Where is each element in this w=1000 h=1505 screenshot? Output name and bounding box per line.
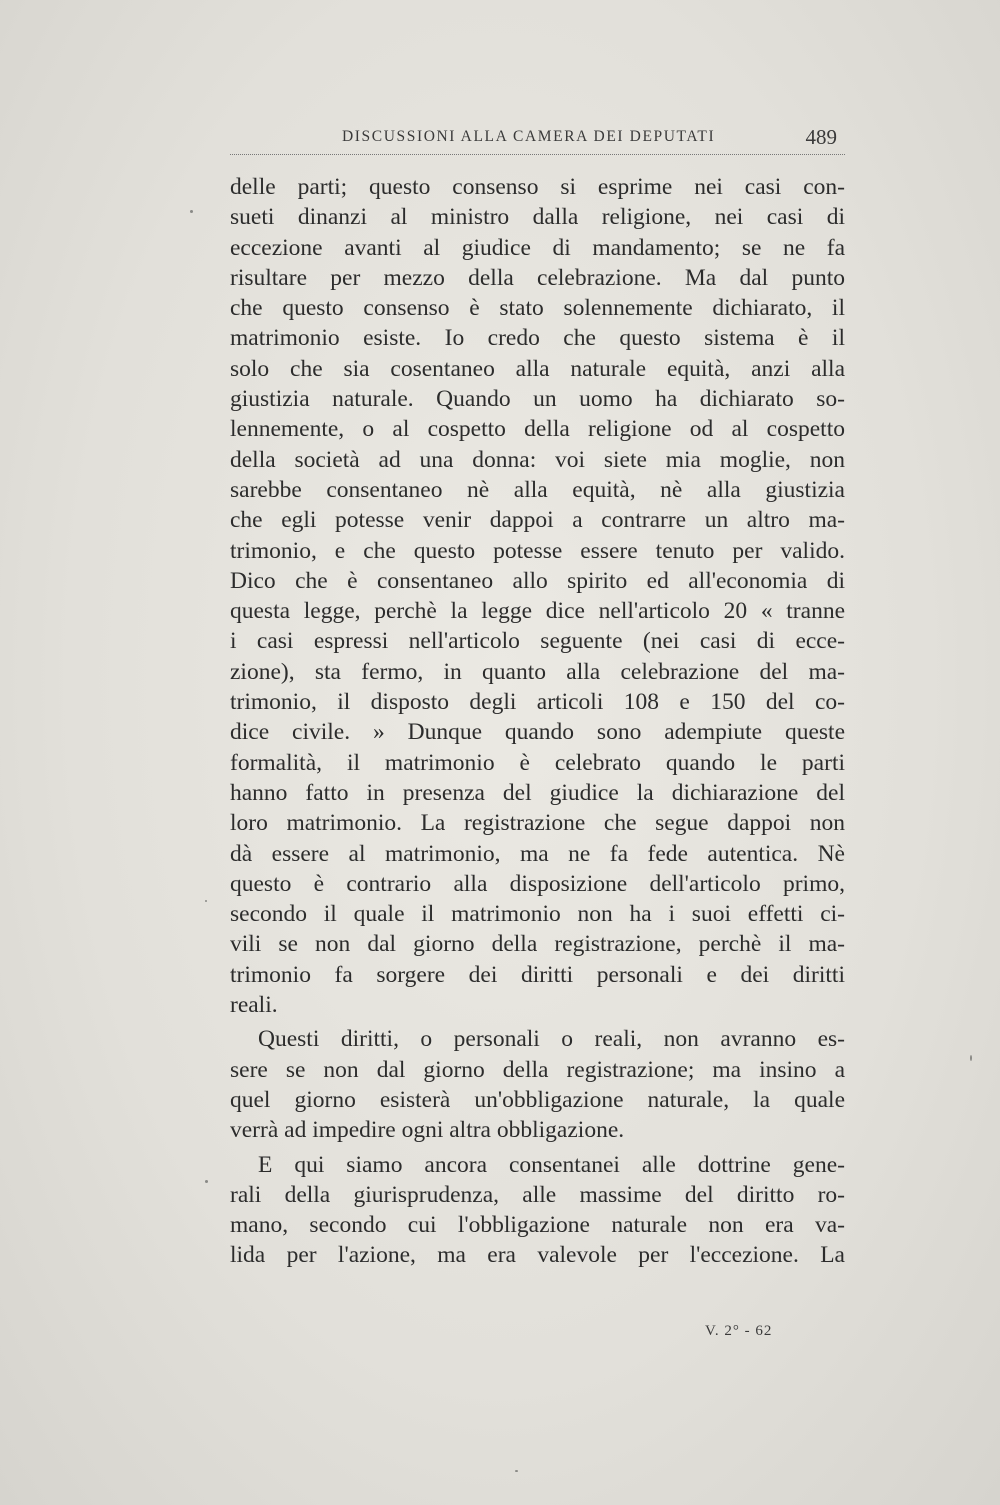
- text-line: sueti dinanzi al ministro dalla religione, nei casi di: [230, 204, 845, 231]
- text-line: trimonio, il disposto degli articoli 108 e 150 del co-: [230, 689, 845, 716]
- paragraph-end-line: reali.: [230, 992, 278, 1019]
- text-line: i casi espressi nell'articolo seguente (nei casi di ecce-: [230, 628, 845, 655]
- text-line: che questo consenso è stato solennemente dichiarato, il: [230, 295, 845, 322]
- text-line: zione), sta fermo, in quanto alla celebrazione del ma-: [230, 658, 845, 685]
- text-line: della società ad una donna: voi siete mia moglie, non: [230, 446, 845, 473]
- text-line: risultare per mezzo della celebrazione. Ma dal punto: [230, 264, 845, 291]
- paper-speck: [205, 1180, 208, 1183]
- text-line: trimonio, e che questo potesse essere tenuto per valido.: [230, 537, 845, 564]
- text-line: lida per l'azione, ma era valevole per l'eccezione. La: [230, 1242, 845, 1269]
- text-line: secondo il quale il matrimonio non ha i suoi effetti ci-: [230, 901, 845, 928]
- text-line: quel giorno esisterà un'obbligazione naturale, la quale: [230, 1086, 845, 1113]
- text-line: questo è contrario alla disposizione dell'articolo primo,: [230, 870, 845, 897]
- text-line: lennemente, o al cospetto della religione od al cospetto: [230, 416, 845, 443]
- text-line: che egli potesse venir dappoi a contrarre un altro ma-: [230, 507, 845, 534]
- paper-speck: [970, 1055, 972, 1061]
- text-line: trimonio fa sorgere dei diritti personali e dei diritti: [230, 961, 845, 988]
- paragraph-end-line: verrà ad impedire ogni altra obbligazione.: [230, 1117, 625, 1144]
- text-line: questa legge, perchè la legge dice nell'articolo 20 « tranne: [230, 598, 845, 625]
- paper-speck: [190, 210, 193, 213]
- text-line: dice civile. » Dunque quando sono adempiute queste: [230, 719, 845, 746]
- body-text: [230, 172, 845, 1271]
- text-line: mano, secondo cui l'obbligazione naturale non era va-: [230, 1212, 845, 1239]
- paper-speck: [205, 900, 207, 902]
- text-line: loro matrimonio. La registrazione che segue dappoi non: [230, 810, 845, 837]
- signature-mark: V. 2° - 62: [705, 1323, 773, 1339]
- paper-speck: [515, 1470, 518, 1472]
- text-line: Dico che è consentaneo allo spirito ed all'economia di: [230, 567, 845, 594]
- text-line: eccezione avanti al giudice di mandamento; se ne fa: [230, 234, 845, 261]
- text-line: rali della giurisprudenza, alle massime del diritto ro-: [230, 1181, 845, 1208]
- text-line: sere se non dal giorno della registrazione; ma insino a: [230, 1056, 845, 1083]
- text-line: formalità, il matrimonio è celebrato quando le parti: [230, 749, 845, 776]
- running-header: [230, 125, 845, 158]
- text-line: matrimonio esiste. Io credo che questo sistema è il: [230, 325, 845, 352]
- text-line: vili se non dal giorno della registrazione, perchè il ma-: [230, 931, 845, 958]
- running-title: DISCUSSIONI ALLA CAMERA DEI DEPUTATI: [342, 128, 716, 145]
- text-line: giustizia naturale. Quando un uomo ha dichiarato so-: [230, 386, 845, 413]
- header-rule: [230, 154, 845, 155]
- text-line: solo che sia cosentaneo alla naturale equità, anzi alla: [230, 355, 845, 382]
- text-line: sarebbe consentaneo nè alla equità, nè alla giustizia: [230, 476, 845, 503]
- page-number: 489: [805, 125, 837, 149]
- paragraph-start-line: E qui siamo ancora consentanei alle dottrine gene-: [258, 1151, 845, 1178]
- paragraph-start-line: Questi diritti, o personali o reali, non avranno es-: [258, 1026, 845, 1053]
- text-line: dà essere al matrimonio, ma ne fa fede autentica. Nè: [230, 840, 845, 867]
- text-line: hanno fatto in presenza del giudice la dichiarazione del: [230, 779, 845, 806]
- text-line: delle parti; questo consenso si esprime nei casi con-: [230, 174, 845, 200]
